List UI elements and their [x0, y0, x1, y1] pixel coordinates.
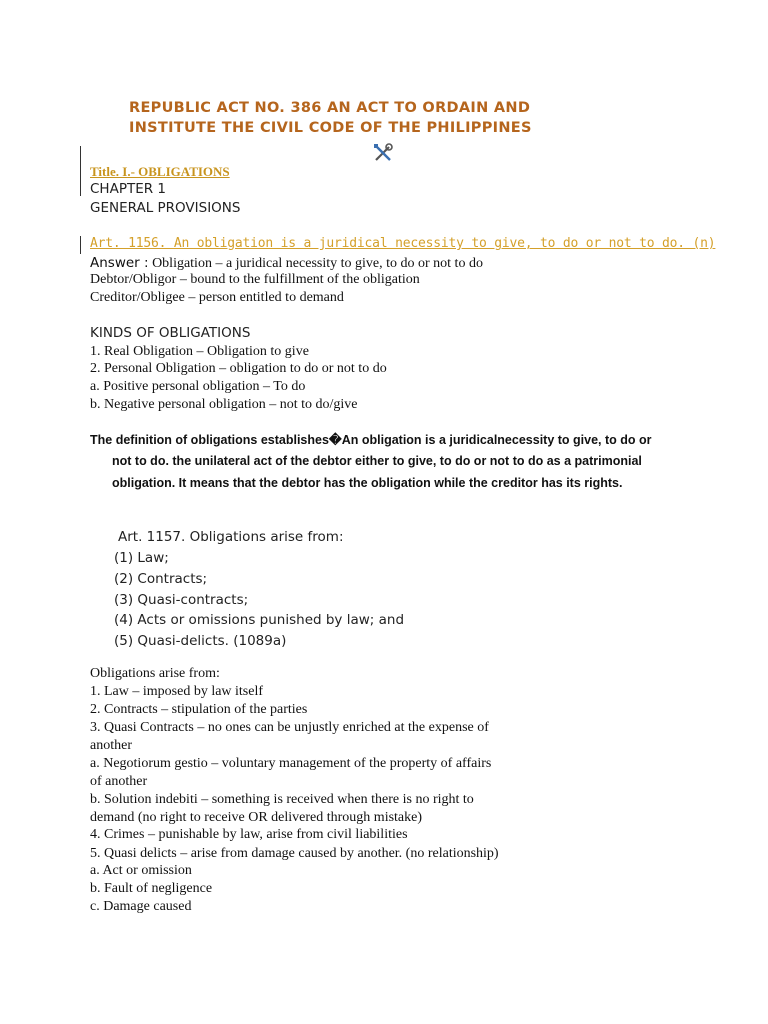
arise-line: another	[90, 738, 132, 753]
kinds-item: a. Positive personal obligation – To do	[90, 379, 306, 394]
arise-line: 2. Contracts – stipulation of the parties	[90, 702, 308, 717]
arise-line: b. Solution indebiti – something is received when there is no right to	[90, 792, 474, 807]
arise-line: b. Fault of negligence	[90, 881, 213, 896]
kinds-item: 2. Personal Obligation – obligation to do or not to do	[90, 361, 387, 376]
arise-line: a. Act or omission	[90, 863, 192, 878]
creditor-line: Creditor/Obligee – person entitled to demand	[90, 290, 344, 305]
arise-line: 3. Quasi Contracts – no ones can be unjustly enriched at the expense of	[90, 720, 489, 735]
margin-bar	[80, 236, 81, 254]
article-1157-header: Art. 1157. Obligations arise from:	[118, 529, 344, 545]
article-1157-item: (4) Acts or omissions punished by law; and	[114, 612, 405, 628]
arise-line: a. Negotiorum gestio – voluntary management of the property of affairs	[90, 756, 492, 771]
article-1157-item: (5) Quasi-delicts. (1089a)	[114, 633, 287, 649]
definition-line-1: The definition of obligations establishes�An obligation is a juridicalnecessity to give, to do or	[90, 433, 652, 447]
arise-line: 1. Law – imposed by law itself	[90, 684, 264, 699]
title-link[interactable]: Title. I.- OBLIGATIONS	[90, 164, 230, 179]
definition-line-2: not to do. the unilateral act of the debtor either to give, to do or not to do as a patrimonial	[112, 454, 642, 468]
arise-line: of another	[90, 774, 148, 789]
article-1156-link[interactable]: Art. 1156. An obligation is a juridical necessity to give, to do or not to do. (n)	[90, 236, 716, 251]
arise-line: 5. Quasi delicts – arise from damage caused by another. (no relationship)	[90, 846, 499, 861]
arise-line: 4. Crimes – punishable by law, arise from civil liabilities	[90, 827, 408, 842]
answer-text: Obligation – a juridical necessity to give, to do or not to do	[148, 256, 483, 271]
arise-line: demand (no right to receive OR delivered through mistake)	[90, 810, 423, 825]
article-1157-item: (3) Quasi-contracts;	[114, 592, 249, 608]
article-1157-item: (1) Law;	[114, 550, 169, 566]
kinds-header: KINDS OF OBLIGATIONS	[90, 325, 251, 341]
doc-heading-line-2: INSTITUTE THE CIVIL CODE OF THE PHILIPPINES	[129, 120, 532, 136]
chapter-label: CHAPTER 1	[90, 181, 166, 197]
answer-line	[90, 254, 483, 272]
margin-bar	[80, 146, 81, 196]
debtor-line: Debtor/Obligor – bound to the fulfillment of the obligation	[90, 272, 420, 287]
kinds-item: 1. Real Obligation – Obligation to give	[90, 344, 309, 359]
definition-line-3: obligation. It means that the debtor has the obligation while the creditor has its rights.	[112, 476, 623, 490]
arise-line: c. Damage caused	[90, 899, 192, 914]
answer-label: Answer :	[90, 255, 149, 271]
arise-line: Obligations arise from:	[90, 666, 220, 681]
kinds-item: b. Negative personal obligation – not to do/give	[90, 397, 358, 412]
chapter-title: GENERAL PROVISIONS	[90, 200, 241, 216]
tools-icon	[372, 142, 394, 169]
doc-heading-line-1: REPUBLIC ACT NO. 386 AN ACT TO ORDAIN AND	[129, 100, 531, 116]
article-1157-item: (2) Contracts;	[114, 571, 208, 587]
